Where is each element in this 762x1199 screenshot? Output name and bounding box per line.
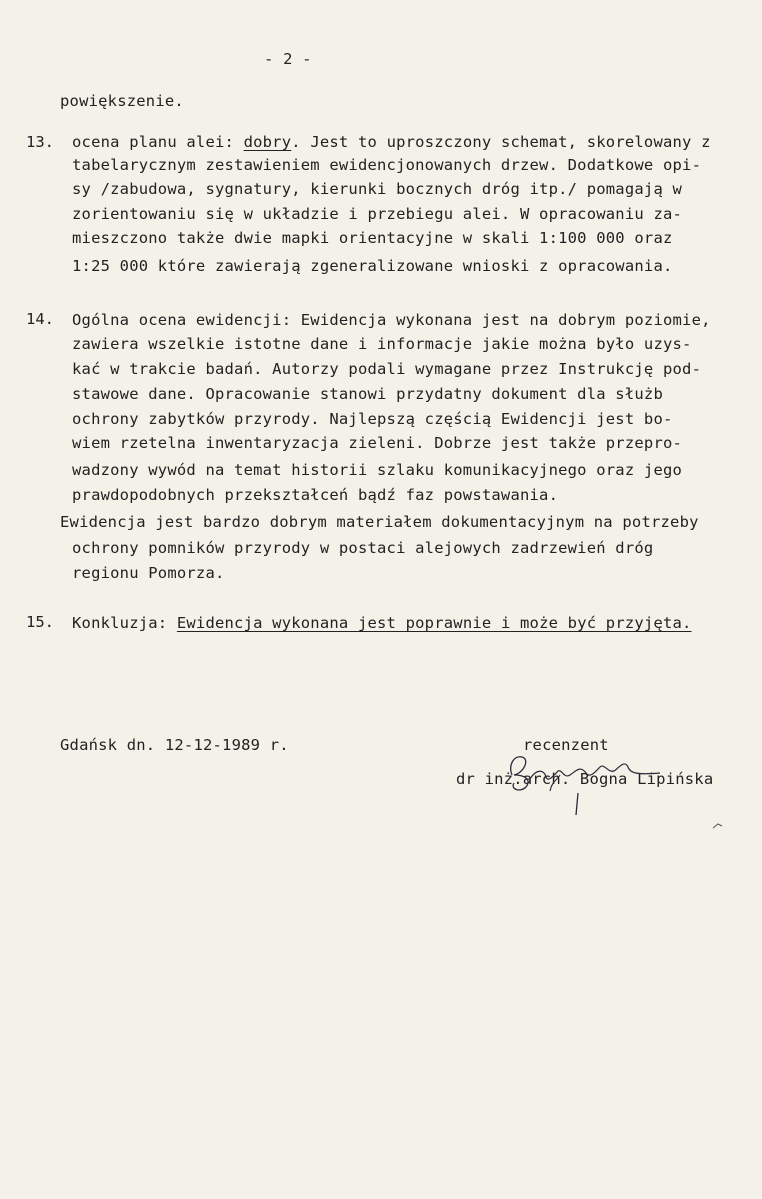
item-13-first-line (72, 133, 711, 152)
item-15-lead: Konkluzja: (72, 614, 177, 632)
item-15-line (72, 614, 692, 633)
item-13-number: 13. (26, 133, 54, 151)
item-13-rating: dobry (243, 133, 292, 151)
item-14-line: kać w trakcie badań. Autorzy podali wymagane przez Instrukcję pod- (72, 360, 702, 378)
item-14-number: 14. (26, 310, 54, 328)
page-number: - 2 - (264, 50, 312, 68)
item-13-lead-rest: . Jest to uproszczony schemat, skorelowany z (291, 133, 711, 151)
item-13-line: 1:25 000 które zawierają zgeneralizowane wnioski z opracowania. (72, 257, 673, 275)
ink-mark (712, 822, 724, 830)
item-14-line: wadzony wywód na temat historii szlaku komunikacyjnego oraz jego (72, 461, 683, 479)
intro-line: powiększenie. (60, 92, 184, 110)
item-14-line: ochrony pomników przyrody w postaci alejowych zadrzewień dróg (72, 539, 654, 557)
item-14-first-line: Ogólna ocena ewidencji: Ewidencja wykonana jest na dobrym poziomie, (72, 311, 711, 329)
item-15-number: 15. (26, 613, 54, 631)
item-14-line: zawiera wszelkie istotne dane i informacje jakie można było uzys- (72, 335, 692, 353)
item-15-conclusion: Ewidencja wykonana jest poprawnie i może być przyjęta. (176, 614, 692, 632)
item-13-line: sy /zabudowa, sygnatury, kierunki bocznych dróg itp./ pomagają w (72, 180, 683, 198)
item-14-line: stawowe dane. Opracowanie stanowi przydatny dokument dla służb (72, 385, 663, 403)
item-14-line: ochrony zabytków przyrody. Najlepszą częścią Ewidencji jest bo- (72, 410, 673, 428)
item-13-line: mieszczono także dwie mapki orientacyjne w skali 1:100 000 oraz (72, 229, 673, 247)
item-14-line: prawdopodobnych przekształceń bądź faz powstawania. (72, 486, 559, 504)
item-13-line: tabelarycznym zestawieniem ewidencjonowanych drzew. Dodatkowe opi- (72, 156, 702, 174)
item-13-lead: ocena planu alei: (72, 133, 244, 151)
reviewer-role: recenzent (523, 736, 609, 754)
place-date: Gdańsk dn. 12-12-1989 r. (60, 736, 289, 754)
item-14-line: wiem rzetelna inwentaryzacja zieleni. Dobrze jest także przepro- (72, 434, 683, 452)
item-13-line: zorientowaniu się w układzie i przebiegu alei. W opracowaniu za- (72, 205, 683, 223)
reviewer-name: dr inż.arch. Bogna Lipińska (456, 770, 714, 788)
item-14-line: Ewidencja jest bardzo dobrym materiałem dokumentacyjnym na potrzeby (60, 513, 699, 531)
handwritten-signature (500, 745, 680, 820)
item-14-line: regionu Pomorza. (72, 564, 225, 582)
